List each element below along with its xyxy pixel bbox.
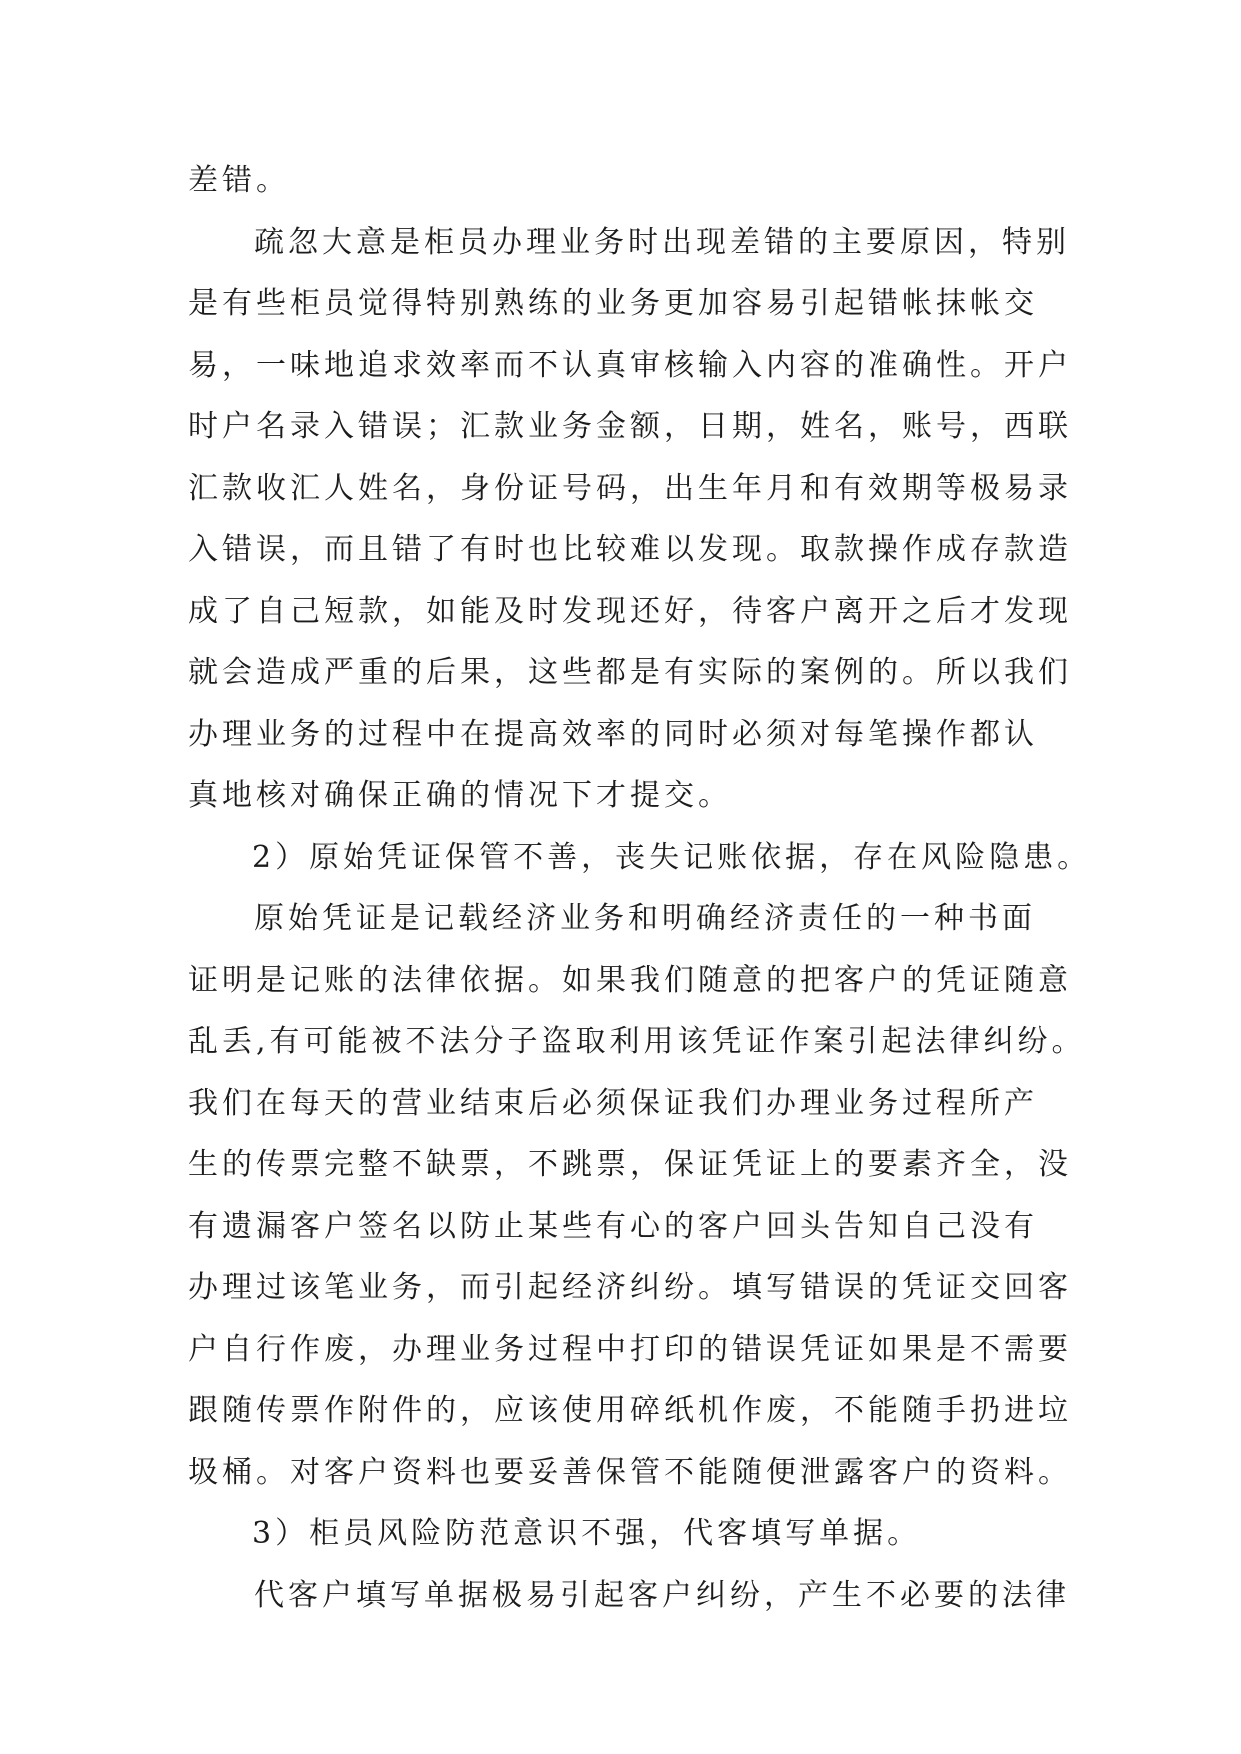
paragraph-first-line: 原始凭证是记载经济业务和明确经济责任的一种书面 <box>254 901 1036 936</box>
text-line: 圾桶。对客户资料也要妥善保管不能随便泄露客户的资料。 <box>188 1454 1072 1490</box>
text-line: 就会造成严重的后果，这些都是有实际的案例的。所以我们 <box>188 655 1072 690</box>
text-line: 办理业务的过程中在提高效率的同时必须对每笔操作都认 <box>188 716 1038 752</box>
text-line: 有遗漏客户签名以防止某些有心的客户回头告知自己没有 <box>188 1208 1038 1244</box>
text-line: 办理过该笔业务，而引起经济纠纷。填写错误的凭证交回客 <box>188 1270 1072 1305</box>
text-line: 跟随传票作附件的，应该使用碎纸机作废，不能随手扔进垃 <box>188 1393 1072 1428</box>
text-line: 户自行作废，办理业务过程中打印的错误凭证如果是不需要 <box>188 1331 1072 1367</box>
text-line: 生的传票完整不缺票，不跳票，保证凭证上的要素齐全，没 <box>188 1147 1072 1182</box>
text-line: 差错。 <box>188 163 290 198</box>
paragraph-first-line: 代客户填写单据极易引起客户纠纷，产生不必要的法律 <box>254 1577 1070 1613</box>
text-line: 入错误，而且错了有时也比较难以发现。取款操作成存款造 <box>188 532 1072 567</box>
text-line: 易，一味地追求效率而不认真审核输入内容的准确性。开户 <box>188 347 1072 383</box>
text-line: 我们在每天的营业结束后必须保证我们办理业务过程所产 <box>188 1085 1038 1121</box>
section-heading: 3）柜员风险防范意识不强，代客填写单据。 <box>252 1516 922 1551</box>
text-line: 真地核对确保正确的情况下才提交。 <box>188 778 732 813</box>
text-line: 成了自己短款，如能及时发现还好，待客户离开之后才发现 <box>188 593 1072 629</box>
text-line: 证明是记账的法律依据。如果我们随意的把客户的凭证随意 <box>188 962 1072 998</box>
text-line: 汇款收汇人姓名，身份证号码，出生年月和有效期等极易录 <box>188 470 1072 506</box>
body-text <box>188 150 1092 1626</box>
section-heading: 2）原始凭证保管不善，丧失记账依据，存在风险隐患。 <box>252 839 1092 875</box>
text-line: 时户名录入错误；汇款业务金额，日期，姓名，账号，西联 <box>188 409 1072 444</box>
paragraph-first-line: 疏忽大意是柜员办理业务时出现差错的主要原因，特别 <box>254 224 1070 260</box>
text-line: 是有些柜员觉得特别熟练的业务更加容易引起错帐抹帐交 <box>188 286 1038 321</box>
text-line: 乱丢,有可能被不法分子盗取利用该凭证作案引起法律纠纷。 <box>188 1024 1086 1059</box>
